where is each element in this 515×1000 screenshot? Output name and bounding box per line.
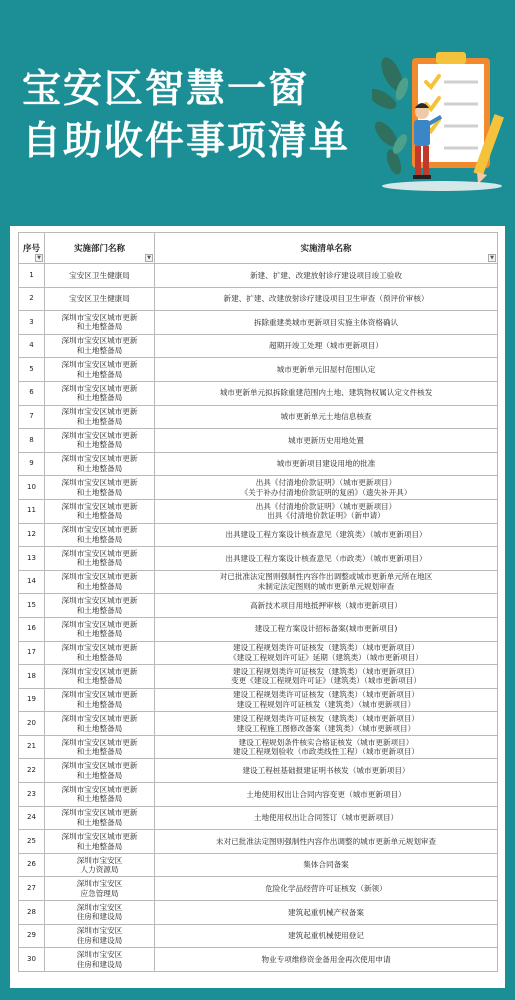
table-row	[19, 617, 498, 641]
dept-cell: 深圳市宝安区城市更新 和土地整备局	[45, 523, 155, 547]
table-row	[19, 499, 498, 523]
item-cell: 土地使用权出让合同签订（城市更新项目）	[155, 806, 498, 830]
dept-cell: 深圳市宝安区城市更新 和土地整备局	[45, 570, 155, 594]
row-number: 16	[19, 617, 45, 641]
item-cell: 出具建设工程方案设计核查意见（建筑类）（城市更新项目）	[155, 523, 498, 547]
item-cell: 拆除重建类城市更新项目实施主体资格确认	[155, 311, 498, 335]
dept-cell: 深圳市宝安区城市更新 和土地整备局	[45, 665, 155, 689]
row-number: 1	[19, 264, 45, 288]
dept-cell: 深圳市宝安区 住房和建设局	[45, 948, 155, 972]
row-number: 14	[19, 570, 45, 594]
table-row	[19, 570, 498, 594]
dept-cell: 深圳市宝安区城市更新 和土地整备局	[45, 499, 155, 523]
filter-dropdown-icon[interactable]: ▼	[35, 254, 43, 262]
dept-cell: 深圳市宝安区城市更新 和土地整备局	[45, 735, 155, 759]
table-row	[19, 429, 498, 453]
table-row	[19, 948, 498, 972]
item-cell: 物业专项维修资金备用金再次使用申请	[155, 948, 498, 972]
item-cell: 建设工程规划类许可证核发（建筑类）（城市更新项目） 建设工程施工图修改备案（建筑类）（城市更新项目）	[155, 712, 498, 736]
dept-cell: 宝安区卫生健康局	[45, 287, 155, 311]
dept-cell: 深圳市宝安区城市更新 和土地整备局	[45, 476, 155, 500]
row-number: 27	[19, 877, 45, 901]
row-number: 4	[19, 334, 45, 358]
row-number: 29	[19, 924, 45, 948]
item-cell: 危险化学品经营许可证核发（新领）	[155, 877, 498, 901]
row-number: 8	[19, 429, 45, 453]
row-number: 11	[19, 499, 45, 523]
column-header-dept[interactable]: 实施部门名称 ▼	[45, 233, 155, 264]
column-header-no[interactable]: 序号 ▼	[19, 233, 45, 264]
item-cell: 城市更新单元土地信息核查	[155, 405, 498, 429]
dept-cell: 深圳市宝安区城市更新 和土地整备局	[45, 547, 155, 571]
table-row	[19, 405, 498, 429]
table-row	[19, 523, 498, 547]
table-row	[19, 830, 498, 854]
table-row	[19, 688, 498, 712]
item-cell: 高新技术项目用地抵押审核（城市更新项目）	[155, 594, 498, 618]
column-header-item[interactable]: 实施清单名称 ▼	[155, 233, 498, 264]
dept-cell: 深圳市宝安区城市更新 和土地整备局	[45, 712, 155, 736]
row-number: 18	[19, 665, 45, 689]
row-number: 12	[19, 523, 45, 547]
page-title-line1: 宝安区智慧一窗	[22, 67, 310, 112]
table-row	[19, 924, 498, 948]
page-title-line2: 自助收件事项清单	[22, 119, 351, 164]
table-row	[19, 547, 498, 571]
table-row	[19, 901, 498, 925]
table-row	[19, 759, 498, 783]
row-number: 19	[19, 688, 45, 712]
item-cell: 新建、扩建、改建放射诊疗建设项目竣工验收	[155, 264, 498, 288]
row-number: 21	[19, 735, 45, 759]
table-row	[19, 712, 498, 736]
row-number: 7	[19, 405, 45, 429]
row-number: 13	[19, 547, 45, 571]
item-cell: 城市更新项目建设用地的批准	[155, 452, 498, 476]
item-cell: 未对已批准法定图则强制性内容作出调整的城市更新单元规划审查	[155, 830, 498, 854]
dept-cell: 深圳市宝安区城市更新 和土地整备局	[45, 452, 155, 476]
dept-cell: 深圳市宝安区城市更新 和土地整备局	[45, 806, 155, 830]
row-number: 30	[19, 948, 45, 972]
dept-cell: 深圳市宝安区城市更新 和土地整备局	[45, 688, 155, 712]
item-cell: 建设工程规划条件核实合格证核发（城市更新项目） 建设工程规划验收（市政类线性工程）（城市更新项目）	[155, 735, 498, 759]
dept-cell: 宝安区卫生健康局	[45, 264, 155, 288]
table-row	[19, 287, 498, 311]
dept-cell: 深圳市宝安区城市更新 和土地整备局	[45, 830, 155, 854]
table-row	[19, 665, 498, 689]
table-header-row	[19, 233, 498, 264]
header	[0, 0, 515, 212]
item-cell: 城市更新单元拟拆除重建范围内土地、建筑物权属认定文件核发	[155, 381, 498, 405]
filter-dropdown-icon[interactable]: ▼	[145, 254, 153, 262]
dept-cell: 深圳市宝安区城市更新 和土地整备局	[45, 334, 155, 358]
row-number: 25	[19, 830, 45, 854]
table-row	[19, 381, 498, 405]
row-number: 6	[19, 381, 45, 405]
item-cell: 建设工程方案设计招标备案(城市更新项目)	[155, 617, 498, 641]
row-number: 9	[19, 452, 45, 476]
dept-cell: 深圳市宝安区城市更新 和土地整备局	[45, 641, 155, 665]
dept-cell: 深圳市宝安区城市更新 和土地整备局	[45, 311, 155, 335]
item-cell: 建设工程规划类许可证核发（建筑类）（城市更新项目） 《建设工程规划许可证》延期（建筑类）（城市更新项目）	[155, 641, 498, 665]
row-number: 5	[19, 358, 45, 382]
item-cell: 城市更新单元旧屋村范围认定	[155, 358, 498, 382]
row-number: 28	[19, 901, 45, 925]
items-table	[18, 232, 498, 972]
table-row	[19, 853, 498, 877]
dept-cell: 深圳市宝安区城市更新 和土地整备局	[45, 405, 155, 429]
dept-cell: 深圳市宝安区城市更新 和土地整备局	[45, 617, 155, 641]
table-row	[19, 264, 498, 288]
item-cell: 建设工程规划类许可证核发（建筑类）（城市更新项目） 变更《建设工程规划许可证》（建筑类）（城市更新项目）	[155, 665, 498, 689]
item-cell: 出具建设工程方案设计核查意见（市政类）（城市更新项目）	[155, 547, 498, 571]
item-cell: 超期开竣工处理（城市更新项目）	[155, 334, 498, 358]
item-cell: 出具《付清地价款证明》（城市更新项目） 出具《付清地价款证明》（新申请）	[155, 499, 498, 523]
table-row	[19, 334, 498, 358]
dept-cell: 深圳市宝安区 应急管理局	[45, 877, 155, 901]
row-number: 10	[19, 476, 45, 500]
filter-dropdown-icon[interactable]: ▼	[488, 254, 496, 262]
dept-cell: 深圳市宝安区 人力资源局	[45, 853, 155, 877]
item-cell: 对已批准法定图则强制性内容作出调整或城市更新单元所在地区 未制定法定图则的城市更新单元规划审查	[155, 570, 498, 594]
item-cell: 城市更新历史用地处置	[155, 429, 498, 453]
table-row	[19, 358, 498, 382]
table-row	[19, 452, 498, 476]
row-number: 22	[19, 759, 45, 783]
item-cell: 集体合同备案	[155, 853, 498, 877]
row-number: 20	[19, 712, 45, 736]
table-row	[19, 783, 498, 807]
row-number: 15	[19, 594, 45, 618]
item-cell: 建筑起重机械产权备案	[155, 901, 498, 925]
row-number: 26	[19, 853, 45, 877]
dept-cell: 深圳市宝安区城市更新 和土地整备局	[45, 358, 155, 382]
row-number: 23	[19, 783, 45, 807]
table-row	[19, 476, 498, 500]
item-cell: 建设工程桩基础报建证明书核发（城市更新项目）	[155, 759, 498, 783]
dept-cell: 深圳市宝安区 住房和建设局	[45, 901, 155, 925]
row-number: 17	[19, 641, 45, 665]
dept-cell: 深圳市宝安区城市更新 和土地整备局	[45, 783, 155, 807]
dept-cell: 深圳市宝安区城市更新 和土地整备局	[45, 759, 155, 783]
row-number: 24	[19, 806, 45, 830]
table-row	[19, 806, 498, 830]
item-cell: 出具《付清地价款证明》（城市更新项目） 《关于补办付清地价款证明的复函》（遗失补开具）	[155, 476, 498, 500]
table-row	[19, 641, 498, 665]
table-body	[19, 264, 498, 972]
table-row	[19, 311, 498, 335]
item-cell: 建设工程规划类许可证核发（建筑类）（城市更新项目） 建设工程规划许可证核发（建筑类）（城市更新项目）	[155, 688, 498, 712]
checklist-illustration-icon	[372, 44, 507, 194]
table-row	[19, 594, 498, 618]
row-number: 3	[19, 311, 45, 335]
list-panel	[10, 226, 505, 988]
dept-cell: 深圳市宝安区 住房和建设局	[45, 924, 155, 948]
item-cell: 建筑起重机械使用登记	[155, 924, 498, 948]
dept-cell: 深圳市宝安区城市更新 和土地整备局	[45, 381, 155, 405]
dept-cell: 深圳市宝安区城市更新 和土地整备局	[45, 429, 155, 453]
table-row	[19, 735, 498, 759]
row-number: 2	[19, 287, 45, 311]
dept-cell: 深圳市宝安区城市更新 和土地整备局	[45, 594, 155, 618]
table-row	[19, 877, 498, 901]
item-cell: 土地使用权出让合同内容变更（城市更新项目）	[155, 783, 498, 807]
item-cell: 新建、扩建、改建放射诊疗建设项目卫生审查（预评价审核）	[155, 287, 498, 311]
